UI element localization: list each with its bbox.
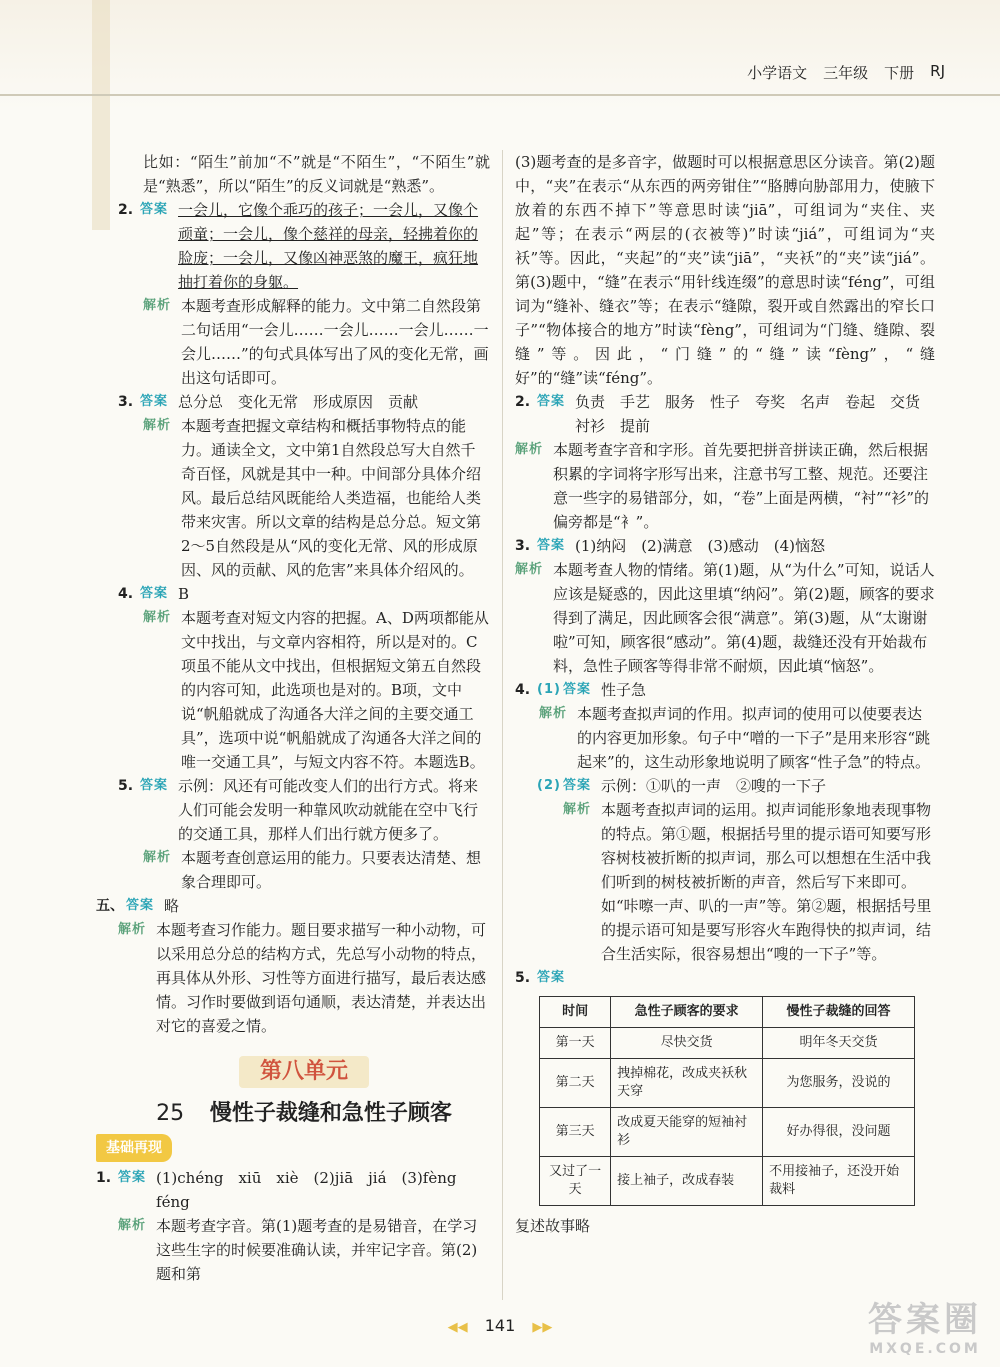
header-rule [0,94,1000,96]
question-number: 五、 [96,898,124,914]
question-r3 [515,534,935,558]
question-five [96,894,490,918]
table-header-cell: 急性子顾客的要求 [611,997,763,1028]
watermark-logo-text: 答案圈 [868,1300,982,1340]
table-header-row [540,997,915,1028]
analysis-label: 解析 [563,802,592,817]
table-cell: 第一天 [540,1028,611,1059]
question-number: 1. [96,1170,112,1186]
question-5 [118,774,490,846]
answer-text: (1)chéng xiū xiè (2)jiā jiá (3)fèng féng [156,1169,472,1211]
analysis-label: 解析 [515,562,544,577]
analysis-text: 本题考查把握文章结构和概括事物特点的能力。通读全文，文中第1自然段总写大自然千奇百怪，风就是其中一种。中间部分具体介绍风。最后总结风既能给人类造福，也能给人类带来灾害。所以文章的结构是总分总。短文第2～5自然段是从“风的变化无常、风的形成原因、风的贡献、风的危害”来具体介绍风的。 [181,417,482,579]
question-2 [118,198,490,294]
answer-text: B [178,585,190,603]
analysis-5 [118,846,490,894]
table-cell: 第三天 [540,1108,611,1157]
unit-title: 第八单元 [239,1056,369,1088]
lesson-question-1 [96,1166,490,1214]
answer-label: 答案 [140,394,169,409]
question-number: 2. [515,394,531,410]
answer-text: (1)纳闷 (2)满意 (3)感动 (4)恼怒 [575,537,826,555]
analysis-label: 解析 [143,418,172,433]
lesson-title: 慢性子裁缝和急性子顾客 [209,1101,452,1126]
header-edition: RJ [930,62,945,80]
analysis-label: 解析 [539,706,568,721]
lesson-heading [118,1102,490,1126]
table-header-cell: 慢性子裁缝的回答 [763,997,915,1028]
question-r4-part1 [515,678,935,702]
analysis-2 [118,294,490,390]
analysis-r2 [515,438,935,534]
subquestion-number: (2) [537,778,561,793]
page-footer [0,1316,1000,1335]
analysis-text: 本题考查形成解释的能力。文中第二自然段第二句话用“一会儿……一会儿……一会儿……一会儿……”的句式具体写出了风的变化无常，画出这句话即可。 [181,297,489,387]
answer-label: 答案 [140,202,169,217]
answer-label: 答案 [140,586,169,601]
lesson-analysis-1 [118,1214,490,1286]
answer-label: 答案 [537,538,566,553]
analysis-text: 本题考查字音。第(1)题考查的是易错音，在学习这些生字的时候要准确认读，并牢记字音。第(2)题和第 [156,1217,478,1283]
table-cell: 好办得很，没问题 [763,1108,915,1157]
header-term: 下册 [884,64,915,82]
answer-label: 答案 [562,778,591,793]
question-number: 4. [118,586,134,602]
table-row [540,1059,915,1108]
section-tag: 基础再现 [96,1134,172,1162]
answer-table [539,996,915,1206]
answer-label: 答案 [562,682,591,697]
question-r4-part2 [515,774,935,798]
next-arrows-icon: ▶▶ [532,1320,553,1335]
answer-text: 性子急 [600,681,646,699]
table-cell: 尽快交货 [611,1028,763,1059]
question-4 [118,582,490,606]
analysis-3 [118,414,490,582]
header-grade: 三年级 [823,64,869,82]
answer-label: 答案 [140,778,169,793]
left-intro-text: 比如：“陌生”前加“不”就是“不陌生”，“不陌生”就是“熟悉”，所以“陌生”的反义词就是“熟悉”。 [143,153,490,195]
retell-note: 复述故事略 [515,1217,591,1235]
answer-label: 答案 [118,1170,147,1185]
question-r2 [515,390,935,438]
analysis-text: 本题考查习作能力。题目要求描写一种小动物，可以采用总分总的结构方式，先总写小动物的特点，再具体从外形、习性等方面进行描写，最后表达感情。习作时要做到语句通顺，表达清楚，并表达出对它的喜爱之情。 [156,921,487,1035]
analysis-text: 本题考查字音和字形。首先要把拼音拼读正确，然后根据积累的字词将字形写出来，注意书写工整、规范。还要注意一些字的易错部分，如，“卷”上面是两横，“衬”“衫”的偏旁都是“衤”。 [553,441,930,531]
analysis-text: 本题考查拟声词的作用。拟声词的使用可以使要表达的内容更加形象。句子中“噌的一下子”是用来形容“跳起来”的，这生动形象地说明了顾客“性子急”的特点。 [577,705,931,771]
question-number: 3. [515,538,531,554]
analysis-label: 解析 [118,1218,147,1233]
analysis-r4-part2 [515,798,935,966]
answer-text: 一会儿，它像个乖巧的孩子；一会儿，又像个顽童；一会儿，像个慈祥的母亲，轻拂着你的脸庞；一会儿，又像凶神恶煞的魔王，疯狂地抽打着你的身躯。 [178,201,479,291]
answer-text: 示例：①叭的一声 ②嗖的一下子 [600,777,826,795]
table-row [540,1157,915,1206]
analysis-label: 解析 [143,298,172,313]
table-cell: 拽掉棉花，改成夹袄秋天穿 [611,1059,763,1108]
question-number: 4. [515,682,531,698]
answer-text: 总分总 变化无常 形成原因 贡献 [178,393,419,411]
table-row [540,1028,915,1059]
analysis-text: 本题考查创意运用的能力。只要表达清楚、想象合理即可。 [181,849,482,891]
analysis-text: 本题考查人物的情绪。第(1)题，从“为什么”可知，说话人应该是疑惑的，因此这里填“纳闷”。第(2)题，顾客的要求得到了满足，因此顾客会很“满意”。第(3)题，从“太谢谢啦”可知，顾客很“感动”。第(4)题，裁缝还没有开始裁布料，急性子顾客等得非常不耐烦，因此填“恼怒”。 [553,561,935,675]
page-spine-shadow [92,0,110,230]
right-column [515,150,935,1238]
right-continued-text: (3)题考查的是多音字，做题时可以根据意思区分读音。第(2)题中，“夹”在表示“从东西的两旁钳住”“胳膊向胁部用力，使腋下放着的东西不掉下”等意思时读“jiā”，可组词为“夹住、夹起”等；在表示“两层的(衣被等)”时读“jiá”，可组词为“夹袄”等。因此，“夹起”的“夹”读“jiā”，“夹袄”的“夹”读“jiá”。第(3)题中，“缝”在表示“用针线连缀”的意思时读“féng”，可组词为“缝补、缝衣”等；在表示“缝隙，裂开或自然露出的窄长口子”“物体接合的地方”时读“fèng”，可组词为“门缝、缝隙、裂缝”等。因此，“门缝”的“缝”读“fèng”，“缝好”的“缝”读“féng”。 [515,153,935,387]
question-number: 5. [515,970,531,986]
analysis-five [118,918,490,1038]
subquestion-number: (1) [537,682,561,697]
table-cell: 为您服务，没说的 [763,1059,915,1108]
analysis-text: 本题考查对短文内容的把握。A、D两项都能从文中找出，与文章内容相符，所以是对的。C项虽不能从文中找出，但根据短文第五自然段的内容可知，此选项也是对的。B项，文中说“帆船就成了沟通各大洋之间的主要交通工具”，选项中说“帆船就成了沟通各大洋之间的唯一交通工具”，与短文内容不符。本题选B。 [181,609,489,771]
question-number: 5. [118,778,134,794]
analysis-r4-part1 [515,702,935,774]
analysis-4 [118,606,490,774]
answer-text: 略 [164,897,180,915]
analysis-label: 解析 [515,442,544,457]
table-cell: 明年冬天交货 [763,1028,915,1059]
question-3 [118,390,490,414]
analysis-r3 [515,558,935,678]
table-row [540,1108,915,1157]
lesson-number: 25 [156,1101,185,1126]
answer-label: 答案 [537,394,566,409]
analysis-label: 解析 [118,922,147,937]
analysis-text: 本题考查拟声词的运用。拟声词能形象地表现事物的特点。第①题，根据括号里的提示语可知要写形容树枝被折断的拟声词，那么可以想想在生活中我们听到的树枝被折断的声音，然后写下来即可。如“咔嚓一声、叭的一声”等。第②题，根据括号里的提示语可知是要写形容火车跑得快的拟声词，结合生活实际，很容易想出“嗖的一下子”等。 [601,801,932,963]
question-number: 3. [118,394,134,410]
watermark [868,1292,982,1357]
prev-arrows-icon: ◀◀ [447,1320,468,1335]
left-column [96,150,490,1286]
page-number: 141 [484,1316,516,1335]
running-header [747,62,945,83]
question-number: 2. [118,202,134,218]
column-divider [502,150,503,1300]
analysis-label: 解析 [143,610,172,625]
table-cell: 第二天 [540,1059,611,1108]
watermark-url: MXQE.COM [869,1341,981,1357]
answer-label: 答案 [126,898,155,913]
question-r5 [515,966,935,990]
table-cell: 接上袖子，改成春装 [611,1157,763,1206]
table-header-cell: 时间 [540,997,611,1028]
answer-text: 负责 手艺 服务 性子 夸奖 名声 卷起 交货 衬衫 提前 [575,393,936,435]
answer-label: 答案 [537,970,566,985]
table-cell: 又过了一天 [540,1157,611,1206]
table-cell: 改成夏天能穿的短袖衬衫 [611,1108,763,1157]
header-subject: 小学语文 [747,64,808,82]
table-cell: 不用接袖子，还没开始裁料 [763,1157,915,1206]
analysis-label: 解析 [143,850,172,865]
answer-text: 示例：风还有可能改变人们的出行方式。将来人们可能会发明一种靠风吹动就能在空中飞行的交通工具，那样人们出行就方便多了。 [178,777,479,843]
